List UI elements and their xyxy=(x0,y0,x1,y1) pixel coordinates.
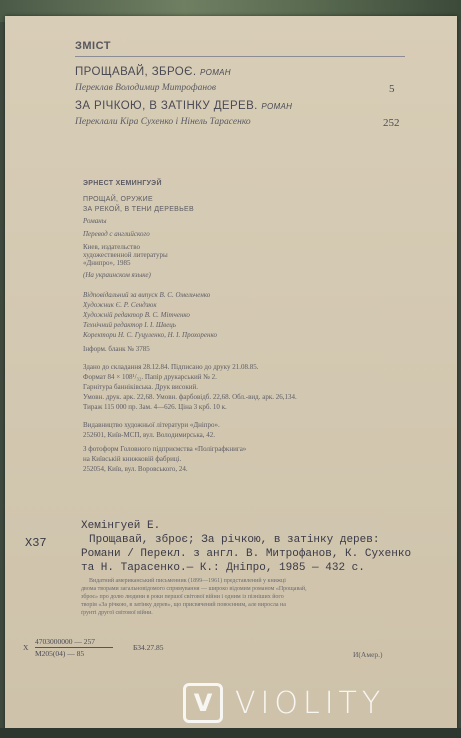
toc-entry-1-kind: РОМАН xyxy=(200,68,231,77)
credit-line-4: Технічний редактор І. І. Швець xyxy=(83,321,176,329)
publisher-line-2: 252601, Київ-МСП, вул. Володимирська, 42. xyxy=(83,431,215,439)
toc-heading: ЗМІСТ xyxy=(75,40,111,52)
russian-title-2: ЗА РЕКОЙ, В ТЕНИ ДЕРЕВЬЕВ xyxy=(83,206,194,213)
toc-entry-1-translator: Переклав Володимир Митрофанов xyxy=(75,83,216,93)
russian-translation: Перевод с английского xyxy=(83,230,150,238)
toc-entry-2-translator: Переклали Кіра Сухенко і Нінель Тарасенко xyxy=(75,117,251,127)
russian-language-note: (На украинском языке) xyxy=(83,271,151,279)
background-bottom xyxy=(0,728,461,738)
toc-entry-2-title: ЗА РІЧКОЮ, В ЗАТІНКУ ДЕРЕВ. РОМАН xyxy=(75,100,293,112)
russian-genre: Романы xyxy=(83,217,107,225)
imprint-line-1: Здано до складання 28.12.84. Підписано до друку 21.08.85. xyxy=(83,363,259,371)
formula-bbk: Б34.27.85 xyxy=(133,643,164,652)
russian-publisher-2: художественной литературы xyxy=(83,251,168,259)
russian-title-1: ПРОЩАЙ, ОРУЖИЕ xyxy=(83,196,153,203)
violity-logo-icon: V xyxy=(183,683,223,723)
violity-watermark-text: VIOLITY xyxy=(235,685,386,721)
formula-top: 4703000000 — 257 xyxy=(35,637,95,646)
russian-publisher-3: «Днипро», 1985 xyxy=(83,259,131,267)
formula-bottom: М205(04) — 85 xyxy=(35,647,113,659)
credit-line-5: Коректори Н. С. Гуцуленко, Н. І. Прохоренко xyxy=(83,331,217,339)
imprint-line-3: Гарнітура банніківська. Друк високий. xyxy=(83,383,199,391)
credit-line-2: Художник Є. Р. Сендзюк xyxy=(83,301,157,309)
toc-divider xyxy=(75,56,405,57)
catalog-author: Хемінгуей Е. xyxy=(81,520,161,532)
toc-entry-2-page: 252 xyxy=(383,117,400,129)
toc-entry-2-kind: РОМАН xyxy=(261,102,293,111)
violity-watermark xyxy=(183,680,433,726)
catalog-line-1: Прощавай, зброє; За річкою, в затінку дерев: xyxy=(89,534,380,546)
imprint-line-2: Формат 84 × 108¹/₃₂. Папір друкарський № 2. xyxy=(83,373,217,381)
imprint-line-5: Тираж 115 000 пр. Зам. 4—626. Ціна 3 крб. 10 к. xyxy=(83,403,227,411)
catalog-line-2: Романи / Перекл. з англ. В. Митрофанов, К. Сухенко xyxy=(81,548,412,560)
toc-entry-1-page: 5 xyxy=(389,83,395,95)
book-page xyxy=(5,16,457,730)
formula-x: Х xyxy=(23,643,29,652)
annotation-line-5: ґрунті другої світової війни. xyxy=(81,610,153,616)
printer-line-1: З фотоформ Головного підприємства «Поліграфкнига» xyxy=(83,445,247,453)
info-blank-number: Інформ. бланк № 3785 xyxy=(83,345,150,353)
imprint-line-4: Умовн. друк. арк. 22,68. Умовн. фарбовідб. 22,68. Обл.-вид. арк. 26,134. xyxy=(83,393,297,401)
russian-author: ЭРНЕСТ ХЕМИНГУЭЙ xyxy=(83,180,162,187)
catalog-line-3: та Н. Тарасенко.— К.: Дніпро, 1985 — 432 с. xyxy=(81,562,365,574)
catalog-code: Х37 xyxy=(25,536,47,550)
printer-line-3: 252054, Київ, вул. Воровського, 24. xyxy=(83,465,188,473)
annotation-line-3: зброє» про долю людини в роки першої світової війни і одним із пізніших його xyxy=(81,594,284,600)
annotation-line-4: творів «За річкою, в затінку дерев», що присвячений повоєнним, але виросла на xyxy=(81,602,286,608)
annotation-line-2: двома творами загальновідомого спрямування — широко відомим романом «Прощавай, xyxy=(81,586,307,592)
credit-line-3: Художній редактор В. С. Мітченко xyxy=(83,311,190,319)
russian-publisher-1: Киев, издательство xyxy=(83,243,140,251)
toc-entry-1-title: ПРОЩАВАЙ, ЗБРОЄ. РОМАН xyxy=(75,66,231,78)
annotation-line-1: Видатний американський письменник (1899—1961) представлений у книжці xyxy=(89,578,286,584)
credit-line-1: Відповідальний за випуск В. С. Омельченко xyxy=(83,291,211,299)
printer-line-2: на Київській книжковій фабриці. xyxy=(83,455,182,463)
publisher-line-1: Видавництво художньої літератури «Дніпро». xyxy=(83,421,220,429)
classification-index: И(Амер.) xyxy=(353,650,383,659)
